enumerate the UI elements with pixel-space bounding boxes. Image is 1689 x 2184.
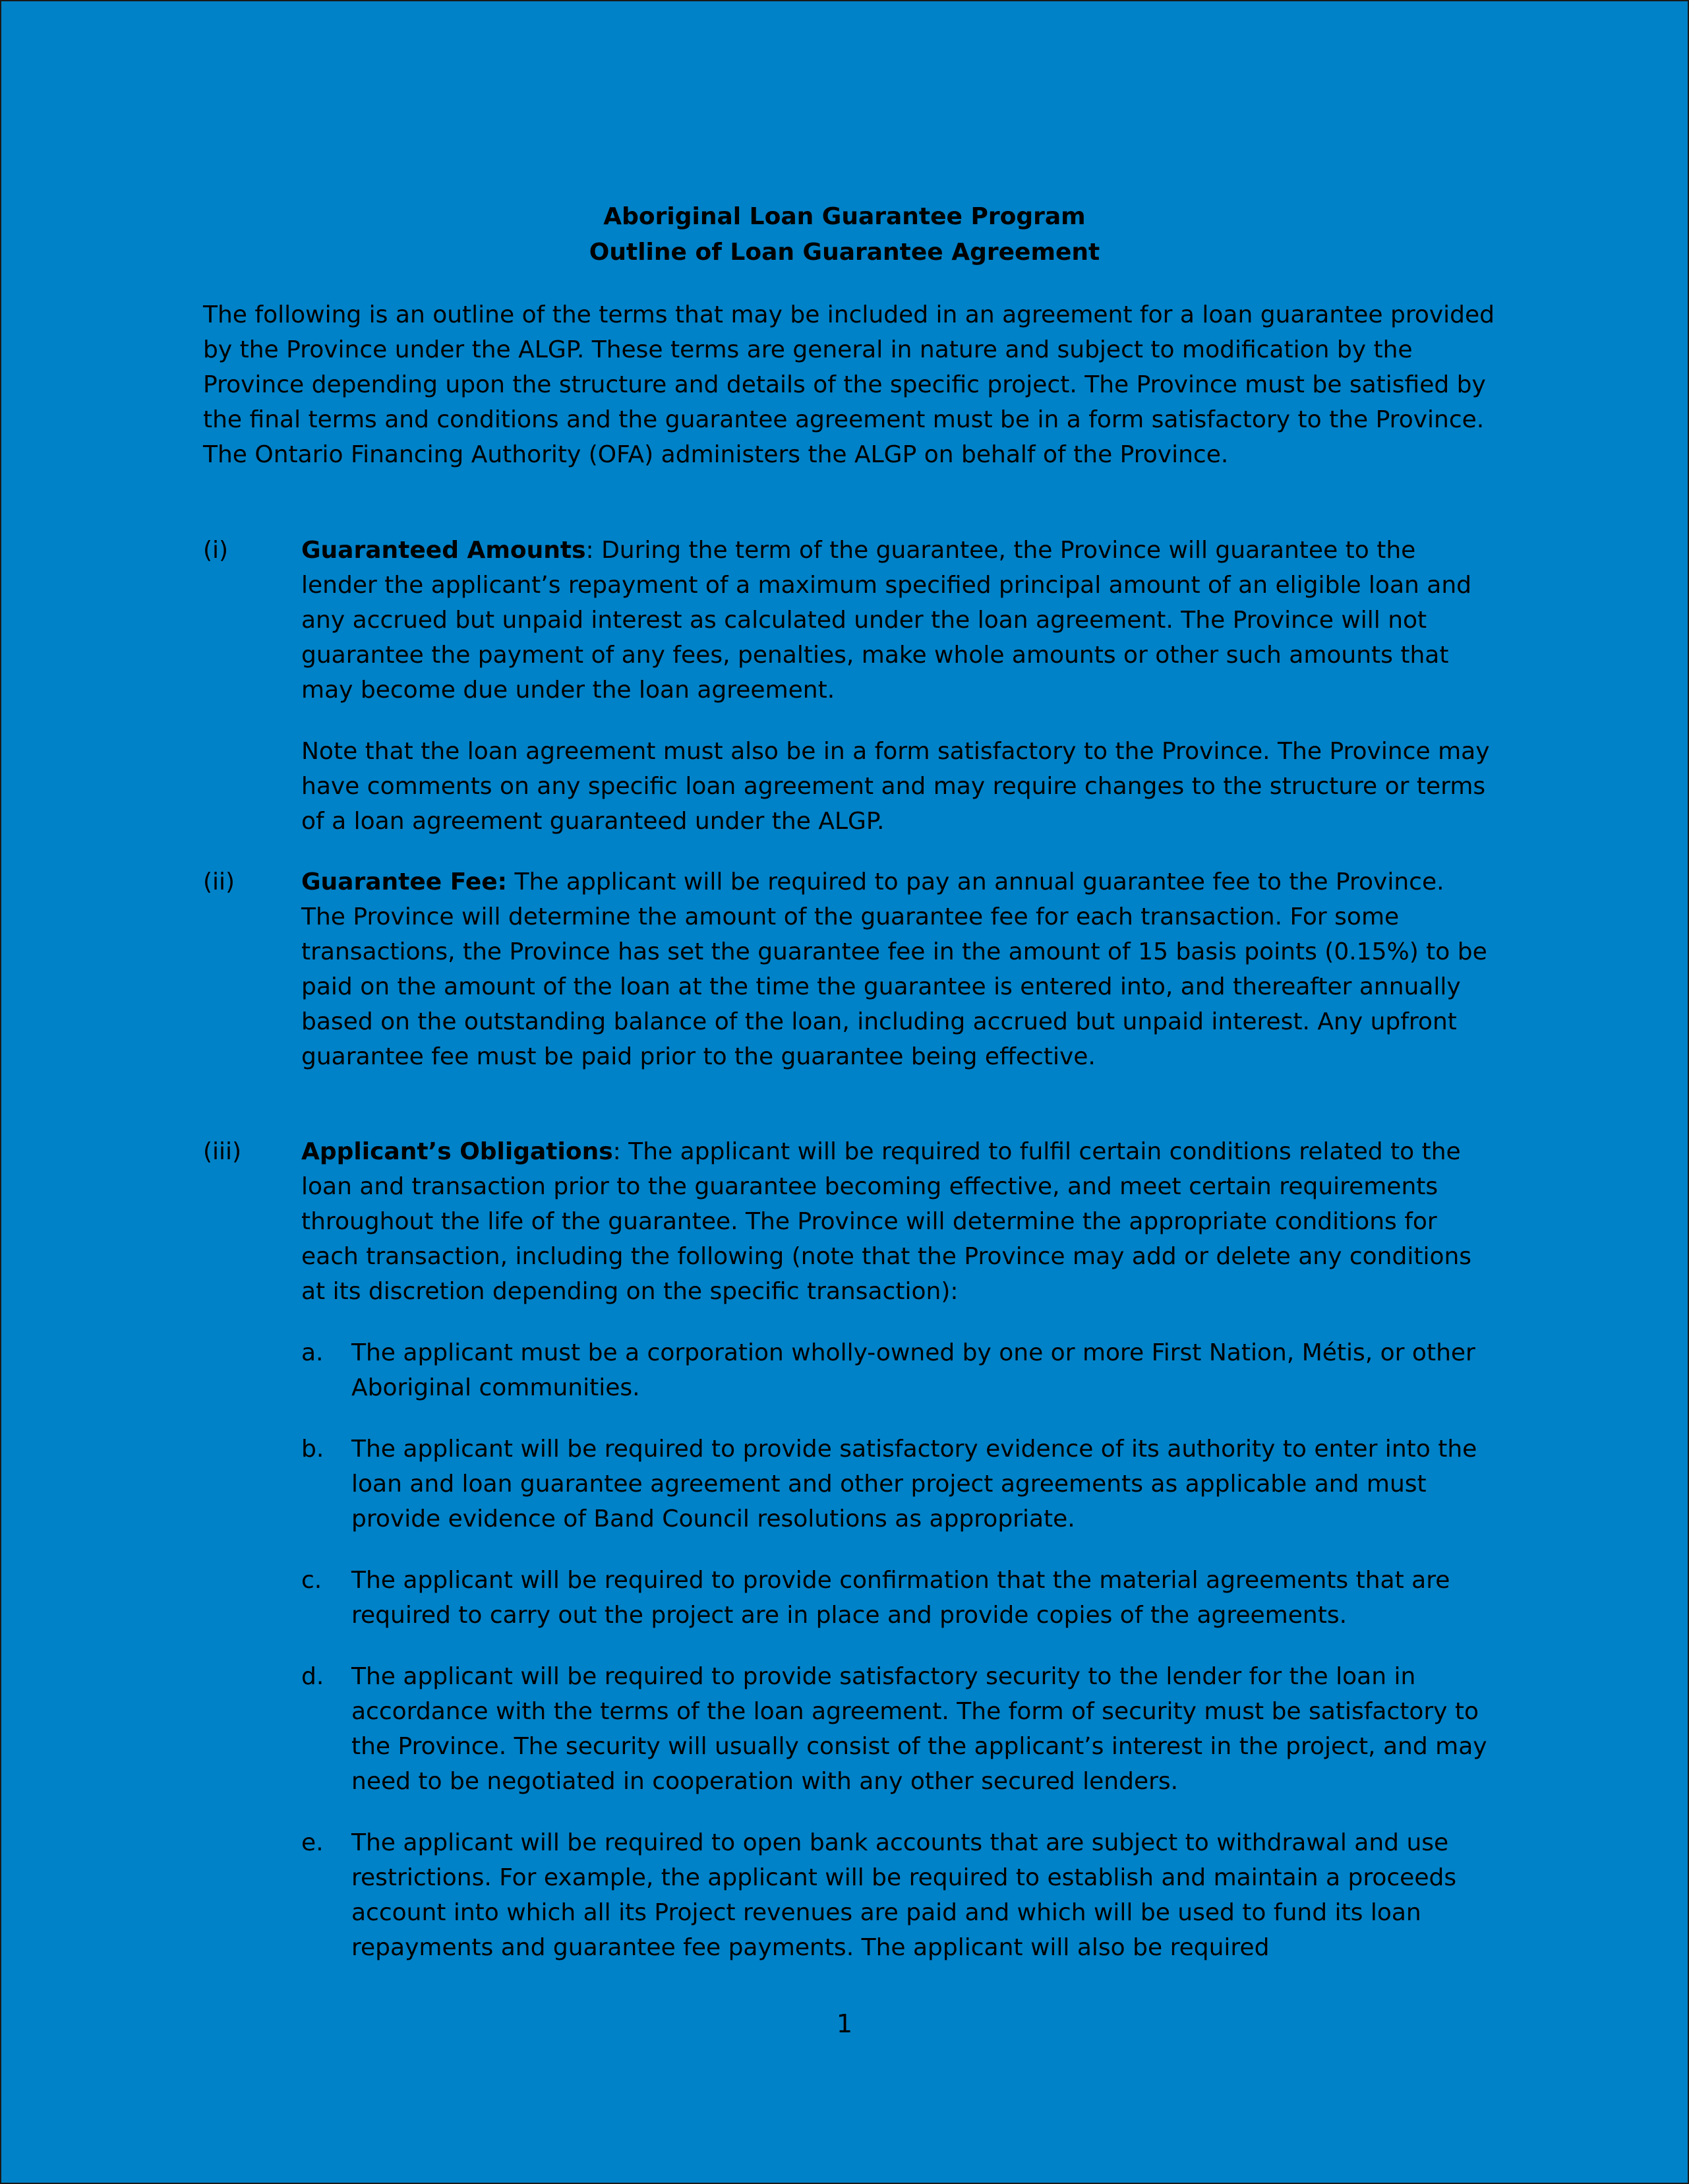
section-heading: Guaranteed Amounts — [301, 537, 586, 564]
list-item — [301, 1335, 1495, 1405]
title-line-program: Aboriginal Loan Guarantee Program — [603, 203, 1086, 230]
list-item — [301, 1659, 1495, 1799]
page-number: 1 — [836, 2009, 853, 2038]
section-guarantee-fee — [203, 864, 1495, 1074]
section-heading: Guarantee Fee: — [301, 868, 508, 895]
section-number: (iii) — [203, 1138, 242, 1165]
list-item-letter: d. — [301, 1663, 324, 1690]
list-item-letter: e. — [301, 1829, 324, 1856]
list-item — [301, 1432, 1495, 1536]
list-item-letter: a. — [301, 1339, 324, 1366]
document-title — [1, 199, 1688, 270]
list-item-letter: c. — [301, 1567, 322, 1594]
section-text: : The applicant will be required to fulfil certain conditions related to the loan and transaction prior to the guarantee becoming effective, and meet certain requirements throughout the life of the guarantee. The Province will determine the appropriate conditions for each transaction, including the following (note that the Province may add or delete any conditions at its discretion depending on the specific transaction): — [301, 1138, 1472, 1305]
section-number: (ii) — [203, 868, 235, 895]
list-item-text: The applicant will be required to provide confirmation that the material agreements that are required to carry out the project are in place and provide copies of the agreements. — [351, 1567, 1450, 1629]
section-guaranteed-amounts — [203, 533, 1495, 839]
section-number: (i) — [203, 537, 229, 564]
section-paragraph — [301, 864, 1495, 1074]
section-note: Note that the loan agreement must also be in a form satisfactory to the Province. The Province may have comments on any specific loan agreement and may require changes to the structure or terms of a loan agreement guaranteed under the ALGP. — [301, 738, 1490, 835]
section-text: The applicant will be required to pay an annual guarantee fee to the Province. The Province will determine the amount of the guarantee fee for each transaction. For some transactions, the Province has set the guarantee fee in the amount of 15 basis points (0.15%) to be paid on the amount of the loan at the time the guarantee is entered into, and thereafter annually based on the outstanding balance of the loan, including accrued but unpaid interest. Any upfront guarantee fee must be paid prior to the guarantee being effective. — [301, 868, 1487, 1070]
list-item — [301, 1825, 1495, 1965]
section-text: : During the term of the guarantee, the Province will guarantee to the lender the applicant’s repayment of a maximum specified principal amount of an eligible loan and any accrued but unpaid interest as calculated under the loan agreement. The Province will not guarantee the payment of any fees, penalties, make whole amounts or other such amounts that may become due under the loan agreement. — [301, 537, 1472, 704]
list-item — [301, 1563, 1495, 1633]
section-paragraph — [301, 1134, 1495, 1309]
section-applicants-obligations — [203, 1134, 1495, 1965]
list-item-text: The applicant will be required to open bank accounts that are subject to withdrawal and use restrictions. For example, the applicant will be required to establish and maintain a proceeds account into which all its Project revenues are paid and which will be used to fund its loan repayments and guarantee fee payments. The applicant will also be required — [351, 1829, 1457, 1961]
list-item-letter: b. — [301, 1436, 324, 1463]
title-line-outline: Outline of Loan Guarantee Agreement — [589, 239, 1100, 266]
list-item-text: The applicant must be a corporation wholly-owned by one or more First Nation, Métis, or other Aboriginal communities. — [351, 1339, 1475, 1401]
intro-paragraph: The following is an outline of the terms that may be included in an agreement for a loan guarantee provided by the Province under the ALGP. These terms are general in nature and subject to modification by the Province depending upon the structure and details of the specific project. The Province must be satisfied by the final terms and conditions and the guarantee agreement must be in a form satisfactory to the Province. The Ontario Financing Authority (OFA) administers the ALGP on behalf of the Province. — [203, 301, 1495, 468]
list-item-text: The applicant will be required to provide satisfactory evidence of its authority to enter into the loan and loan guarantee agreement and other project agreements as applicable and must provide evidence of Band Council resolutions as appropriate. — [351, 1436, 1477, 1532]
list-item-text: The applicant will be required to provide satisfactory security to the lender for the loan in accordance with the terms of the loan agreement. The form of security must be satisfactory to the Province. The security will usually consist of the applicant’s interest in the project, and may need to be negotiated in cooperation with any other secured lenders. — [351, 1663, 1487, 1795]
section-heading: Applicant’s Obligations — [301, 1138, 613, 1165]
section-paragraph — [301, 533, 1495, 708]
